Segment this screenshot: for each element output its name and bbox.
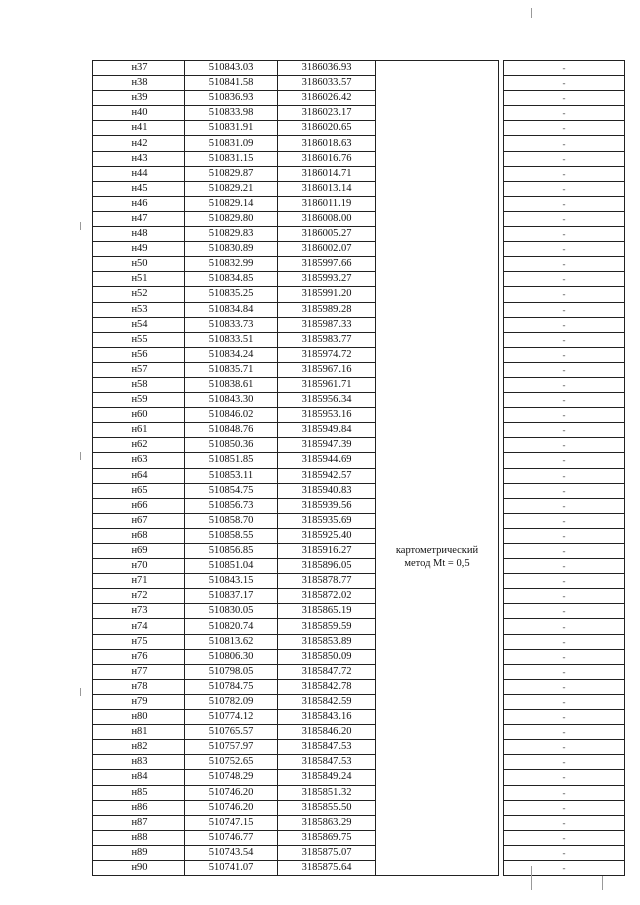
point-name: н66 bbox=[93, 498, 185, 513]
y-coordinate: 3185875.07 bbox=[278, 845, 376, 860]
method-cell bbox=[376, 61, 499, 876]
table-row bbox=[93, 694, 625, 709]
dash-mark: - bbox=[504, 121, 625, 136]
dash-mark: - bbox=[504, 604, 625, 619]
x-coordinate: 510830.89 bbox=[185, 242, 278, 257]
y-coordinate: 3186020.65 bbox=[278, 121, 376, 136]
x-coordinate: 510831.91 bbox=[185, 121, 278, 136]
scan-artifact bbox=[531, 866, 532, 890]
point-name: н90 bbox=[93, 860, 185, 875]
y-coordinate: 3185939.56 bbox=[278, 498, 376, 513]
scan-artifact bbox=[602, 876, 603, 890]
y-coordinate: 3186005.27 bbox=[278, 227, 376, 242]
dash-mark: - bbox=[504, 589, 625, 604]
y-coordinate: 3186008.00 bbox=[278, 211, 376, 226]
x-coordinate: 510830.05 bbox=[185, 604, 278, 619]
point-name: н40 bbox=[93, 106, 185, 121]
y-coordinate: 3185983.77 bbox=[278, 332, 376, 347]
dash-mark: - bbox=[504, 408, 625, 423]
dash-mark: - bbox=[504, 528, 625, 543]
dash-mark: - bbox=[504, 151, 625, 166]
point-name: н55 bbox=[93, 332, 185, 347]
dash-mark: - bbox=[504, 377, 625, 392]
table-row bbox=[93, 166, 625, 181]
dash-mark: - bbox=[504, 257, 625, 272]
scan-artifact bbox=[80, 222, 81, 230]
point-name: н59 bbox=[93, 393, 185, 408]
x-coordinate: 510806.30 bbox=[185, 649, 278, 664]
x-coordinate: 510741.07 bbox=[185, 860, 278, 875]
point-name: н80 bbox=[93, 710, 185, 725]
point-name: н37 bbox=[93, 61, 185, 76]
table-row bbox=[93, 302, 625, 317]
table-row bbox=[93, 151, 625, 166]
y-coordinate: 3185967.16 bbox=[278, 362, 376, 377]
dash-mark: - bbox=[504, 76, 625, 91]
x-coordinate: 510746.77 bbox=[185, 830, 278, 845]
table-row bbox=[93, 740, 625, 755]
table-row bbox=[93, 574, 625, 589]
x-coordinate: 510833.98 bbox=[185, 106, 278, 121]
dash-mark: - bbox=[504, 800, 625, 815]
y-coordinate: 3186016.76 bbox=[278, 151, 376, 166]
point-name: н70 bbox=[93, 559, 185, 574]
point-name: н58 bbox=[93, 377, 185, 392]
point-name: н82 bbox=[93, 740, 185, 755]
table-row bbox=[93, 287, 625, 302]
table-row bbox=[93, 589, 625, 604]
table-row bbox=[93, 528, 625, 543]
table-row bbox=[93, 423, 625, 438]
dash-mark: - bbox=[504, 347, 625, 362]
dash-mark: - bbox=[504, 61, 625, 76]
y-coordinate: 3185993.27 bbox=[278, 272, 376, 287]
x-coordinate: 510835.25 bbox=[185, 287, 278, 302]
y-coordinate: 3186036.93 bbox=[278, 61, 376, 76]
dash-mark: - bbox=[504, 302, 625, 317]
dash-mark: - bbox=[504, 559, 625, 574]
table-row bbox=[93, 347, 625, 362]
x-coordinate: 510833.51 bbox=[185, 332, 278, 347]
point-name: н83 bbox=[93, 755, 185, 770]
point-name: н84 bbox=[93, 770, 185, 785]
dash-mark: - bbox=[504, 785, 625, 800]
y-coordinate: 3185974.72 bbox=[278, 347, 376, 362]
point-name: н75 bbox=[93, 634, 185, 649]
x-coordinate: 510757.97 bbox=[185, 740, 278, 755]
table-row bbox=[93, 725, 625, 740]
point-name: н39 bbox=[93, 91, 185, 106]
point-name: н87 bbox=[93, 815, 185, 830]
y-coordinate: 3185947.39 bbox=[278, 438, 376, 453]
dash-mark: - bbox=[504, 106, 625, 121]
table-row bbox=[93, 845, 625, 860]
x-coordinate: 510843.03 bbox=[185, 61, 278, 76]
table-row bbox=[93, 76, 625, 91]
table-row bbox=[93, 227, 625, 242]
y-coordinate: 3185843.16 bbox=[278, 710, 376, 725]
y-coordinate: 3185853.89 bbox=[278, 634, 376, 649]
x-coordinate: 510841.58 bbox=[185, 76, 278, 91]
dash-mark: - bbox=[504, 544, 625, 559]
table-row bbox=[93, 362, 625, 377]
point-name: н57 bbox=[93, 362, 185, 377]
x-coordinate: 510752.65 bbox=[185, 755, 278, 770]
table-row bbox=[93, 604, 625, 619]
y-coordinate: 3186013.14 bbox=[278, 181, 376, 196]
dash-mark: - bbox=[504, 196, 625, 211]
table-row bbox=[93, 468, 625, 483]
x-coordinate: 510854.75 bbox=[185, 483, 278, 498]
dash-mark: - bbox=[504, 393, 625, 408]
y-coordinate: 3185944.69 bbox=[278, 453, 376, 468]
dash-mark: - bbox=[504, 770, 625, 785]
y-coordinate: 3185869.75 bbox=[278, 830, 376, 845]
table-row bbox=[93, 619, 625, 634]
dash-mark: - bbox=[504, 181, 625, 196]
dash-mark: - bbox=[504, 649, 625, 664]
dash-mark: - bbox=[504, 710, 625, 725]
point-name: н45 bbox=[93, 181, 185, 196]
point-name: н73 bbox=[93, 604, 185, 619]
table-row bbox=[93, 755, 625, 770]
table-row bbox=[93, 800, 625, 815]
dash-mark: - bbox=[504, 815, 625, 830]
dash-mark: - bbox=[504, 91, 625, 106]
point-name: н63 bbox=[93, 453, 185, 468]
point-name: н53 bbox=[93, 302, 185, 317]
table-row bbox=[93, 242, 625, 257]
x-coordinate: 510746.20 bbox=[185, 800, 278, 815]
point-name: н76 bbox=[93, 649, 185, 664]
x-coordinate: 510850.36 bbox=[185, 438, 278, 453]
point-name: н72 bbox=[93, 589, 185, 604]
y-coordinate: 3185851.32 bbox=[278, 785, 376, 800]
point-name: н42 bbox=[93, 136, 185, 151]
table-row bbox=[93, 860, 625, 875]
y-coordinate: 3186026.42 bbox=[278, 91, 376, 106]
y-coordinate: 3185875.64 bbox=[278, 860, 376, 875]
point-name: н71 bbox=[93, 574, 185, 589]
x-coordinate: 510833.73 bbox=[185, 317, 278, 332]
scan-artifact bbox=[80, 452, 81, 460]
y-coordinate: 3185855.50 bbox=[278, 800, 376, 815]
x-coordinate: 510743.54 bbox=[185, 845, 278, 860]
dash-mark: - bbox=[504, 453, 625, 468]
y-coordinate: 3185940.83 bbox=[278, 483, 376, 498]
table-row bbox=[93, 408, 625, 423]
y-coordinate: 3186018.63 bbox=[278, 136, 376, 151]
table-row bbox=[93, 181, 625, 196]
point-name: н49 bbox=[93, 242, 185, 257]
x-coordinate: 510856.85 bbox=[185, 544, 278, 559]
y-coordinate: 3185942.57 bbox=[278, 468, 376, 483]
scan-artifact bbox=[80, 688, 81, 696]
y-coordinate: 3185842.59 bbox=[278, 694, 376, 709]
dash-mark: - bbox=[504, 166, 625, 181]
x-coordinate: 510834.24 bbox=[185, 347, 278, 362]
y-coordinate: 3185872.02 bbox=[278, 589, 376, 604]
dash-mark: - bbox=[504, 755, 625, 770]
x-coordinate: 510746.20 bbox=[185, 785, 278, 800]
x-coordinate: 510838.61 bbox=[185, 377, 278, 392]
x-coordinate: 510748.29 bbox=[185, 770, 278, 785]
table-row bbox=[93, 136, 625, 151]
point-name: н69 bbox=[93, 544, 185, 559]
y-coordinate: 3186033.57 bbox=[278, 76, 376, 91]
x-coordinate: 510851.04 bbox=[185, 559, 278, 574]
point-name: н81 bbox=[93, 725, 185, 740]
x-coordinate: 510820.74 bbox=[185, 619, 278, 634]
dash-mark: - bbox=[504, 634, 625, 649]
y-coordinate: 3185865.19 bbox=[278, 604, 376, 619]
x-coordinate: 510834.85 bbox=[185, 272, 278, 287]
y-coordinate: 3185935.69 bbox=[278, 513, 376, 528]
point-name: н47 bbox=[93, 211, 185, 226]
point-name: н62 bbox=[93, 438, 185, 453]
y-coordinate: 3186023.17 bbox=[278, 106, 376, 121]
x-coordinate: 510831.15 bbox=[185, 151, 278, 166]
table-row bbox=[93, 679, 625, 694]
x-coordinate: 510829.83 bbox=[185, 227, 278, 242]
dash-mark: - bbox=[504, 438, 625, 453]
y-coordinate: 3185949.84 bbox=[278, 423, 376, 438]
x-coordinate: 510851.85 bbox=[185, 453, 278, 468]
method-text: картометрический метод Mt = 0,5 bbox=[395, 545, 479, 569]
table-row bbox=[93, 830, 625, 845]
table-row bbox=[93, 544, 625, 559]
dash-mark: - bbox=[504, 619, 625, 634]
dash-mark: - bbox=[504, 498, 625, 513]
y-coordinate: 3185847.53 bbox=[278, 740, 376, 755]
x-coordinate: 510858.70 bbox=[185, 513, 278, 528]
table-row bbox=[93, 211, 625, 226]
point-name: н51 bbox=[93, 272, 185, 287]
x-coordinate: 510858.55 bbox=[185, 528, 278, 543]
dash-mark: - bbox=[504, 860, 625, 875]
table-row bbox=[93, 559, 625, 574]
table-row bbox=[93, 770, 625, 785]
table-row bbox=[93, 377, 625, 392]
table-row bbox=[93, 438, 625, 453]
point-name: н86 bbox=[93, 800, 185, 815]
point-name: н54 bbox=[93, 317, 185, 332]
x-coordinate: 510835.71 bbox=[185, 362, 278, 377]
point-name: н41 bbox=[93, 121, 185, 136]
x-coordinate: 510846.02 bbox=[185, 408, 278, 423]
y-coordinate: 3186014.71 bbox=[278, 166, 376, 181]
y-coordinate: 3185849.24 bbox=[278, 770, 376, 785]
point-name: н85 bbox=[93, 785, 185, 800]
point-name: н46 bbox=[93, 196, 185, 211]
y-coordinate: 3185925.40 bbox=[278, 528, 376, 543]
table-row bbox=[93, 332, 625, 347]
x-coordinate: 510836.93 bbox=[185, 91, 278, 106]
dash-mark: - bbox=[504, 423, 625, 438]
dash-mark: - bbox=[504, 332, 625, 347]
y-coordinate: 3185987.33 bbox=[278, 317, 376, 332]
dash-mark: - bbox=[504, 574, 625, 589]
table-row bbox=[93, 498, 625, 513]
table-row bbox=[93, 649, 625, 664]
y-coordinate: 3185953.16 bbox=[278, 408, 376, 423]
dash-mark: - bbox=[504, 362, 625, 377]
point-name: н64 bbox=[93, 468, 185, 483]
x-coordinate: 510831.09 bbox=[185, 136, 278, 151]
x-coordinate: 510829.80 bbox=[185, 211, 278, 226]
y-coordinate: 3185847.72 bbox=[278, 664, 376, 679]
dash-mark: - bbox=[504, 845, 625, 860]
point-name: н77 bbox=[93, 664, 185, 679]
dash-mark: - bbox=[504, 513, 625, 528]
dash-mark: - bbox=[504, 694, 625, 709]
x-coordinate: 510798.05 bbox=[185, 664, 278, 679]
table-row bbox=[93, 664, 625, 679]
table-row bbox=[93, 393, 625, 408]
x-coordinate: 510834.84 bbox=[185, 302, 278, 317]
x-coordinate: 510784.75 bbox=[185, 679, 278, 694]
y-coordinate: 3185997.66 bbox=[278, 257, 376, 272]
table-row bbox=[93, 815, 625, 830]
point-name: н43 bbox=[93, 151, 185, 166]
x-coordinate: 510774.12 bbox=[185, 710, 278, 725]
x-coordinate: 510829.87 bbox=[185, 166, 278, 181]
table-row bbox=[93, 710, 625, 725]
point-name: н67 bbox=[93, 513, 185, 528]
point-name: н65 bbox=[93, 483, 185, 498]
y-coordinate: 3185863.29 bbox=[278, 815, 376, 830]
y-coordinate: 3185896.05 bbox=[278, 559, 376, 574]
x-coordinate: 510832.99 bbox=[185, 257, 278, 272]
point-name: н61 bbox=[93, 423, 185, 438]
y-coordinate: 3185961.71 bbox=[278, 377, 376, 392]
point-name: н38 bbox=[93, 76, 185, 91]
x-coordinate: 510813.62 bbox=[185, 634, 278, 649]
x-coordinate: 510747.15 bbox=[185, 815, 278, 830]
point-name: н89 bbox=[93, 845, 185, 860]
dash-mark: - bbox=[504, 211, 625, 226]
x-coordinate: 510837.17 bbox=[185, 589, 278, 604]
dash-mark: - bbox=[504, 679, 625, 694]
y-coordinate: 3186002.07 bbox=[278, 242, 376, 257]
table-row bbox=[93, 106, 625, 121]
table-row bbox=[93, 513, 625, 528]
point-name: н48 bbox=[93, 227, 185, 242]
table-row bbox=[93, 634, 625, 649]
dash-mark: - bbox=[504, 483, 625, 498]
x-coordinate: 510765.57 bbox=[185, 725, 278, 740]
coordinates-table bbox=[92, 60, 625, 876]
point-name: н79 bbox=[93, 694, 185, 709]
dash-mark: - bbox=[504, 740, 625, 755]
y-coordinate: 3185878.77 bbox=[278, 574, 376, 589]
y-coordinate: 3185991.20 bbox=[278, 287, 376, 302]
dash-mark: - bbox=[504, 287, 625, 302]
point-name: н50 bbox=[93, 257, 185, 272]
point-name: н74 bbox=[93, 619, 185, 634]
dash-mark: - bbox=[504, 272, 625, 287]
x-coordinate: 510856.73 bbox=[185, 498, 278, 513]
x-coordinate: 510782.09 bbox=[185, 694, 278, 709]
dash-mark: - bbox=[504, 725, 625, 740]
table-row bbox=[93, 196, 625, 211]
point-name: н68 bbox=[93, 528, 185, 543]
table-body bbox=[93, 61, 625, 876]
y-coordinate: 3185850.09 bbox=[278, 649, 376, 664]
table-row bbox=[93, 483, 625, 498]
dash-mark: - bbox=[504, 468, 625, 483]
y-coordinate: 3185846.20 bbox=[278, 725, 376, 740]
y-coordinate: 3185956.34 bbox=[278, 393, 376, 408]
table-row bbox=[93, 121, 625, 136]
table-row bbox=[93, 272, 625, 287]
dash-mark: - bbox=[504, 136, 625, 151]
dash-mark: - bbox=[504, 664, 625, 679]
x-coordinate: 510829.21 bbox=[185, 181, 278, 196]
point-name: н60 bbox=[93, 408, 185, 423]
y-coordinate: 3185847.53 bbox=[278, 755, 376, 770]
point-name: н56 bbox=[93, 347, 185, 362]
point-name: н88 bbox=[93, 830, 185, 845]
table-row bbox=[93, 317, 625, 332]
dash-mark: - bbox=[504, 317, 625, 332]
x-coordinate: 510853.11 bbox=[185, 468, 278, 483]
point-name: н78 bbox=[93, 679, 185, 694]
table-row bbox=[93, 61, 625, 76]
y-coordinate: 3185989.28 bbox=[278, 302, 376, 317]
x-coordinate: 510848.76 bbox=[185, 423, 278, 438]
scan-artifact bbox=[531, 8, 532, 18]
x-coordinate: 510829.14 bbox=[185, 196, 278, 211]
point-name: н52 bbox=[93, 287, 185, 302]
y-coordinate: 3185916.27 bbox=[278, 544, 376, 559]
y-coordinate: 3185842.78 bbox=[278, 679, 376, 694]
dash-mark: - bbox=[504, 227, 625, 242]
table-row bbox=[93, 453, 625, 468]
point-name: н44 bbox=[93, 166, 185, 181]
table-row bbox=[93, 785, 625, 800]
x-coordinate: 510843.15 bbox=[185, 574, 278, 589]
dash-mark: - bbox=[504, 242, 625, 257]
table-row bbox=[93, 257, 625, 272]
x-coordinate: 510843.30 bbox=[185, 393, 278, 408]
dash-mark: - bbox=[504, 830, 625, 845]
y-coordinate: 3186011.19 bbox=[278, 196, 376, 211]
table-row bbox=[93, 91, 625, 106]
y-coordinate: 3185859.59 bbox=[278, 619, 376, 634]
